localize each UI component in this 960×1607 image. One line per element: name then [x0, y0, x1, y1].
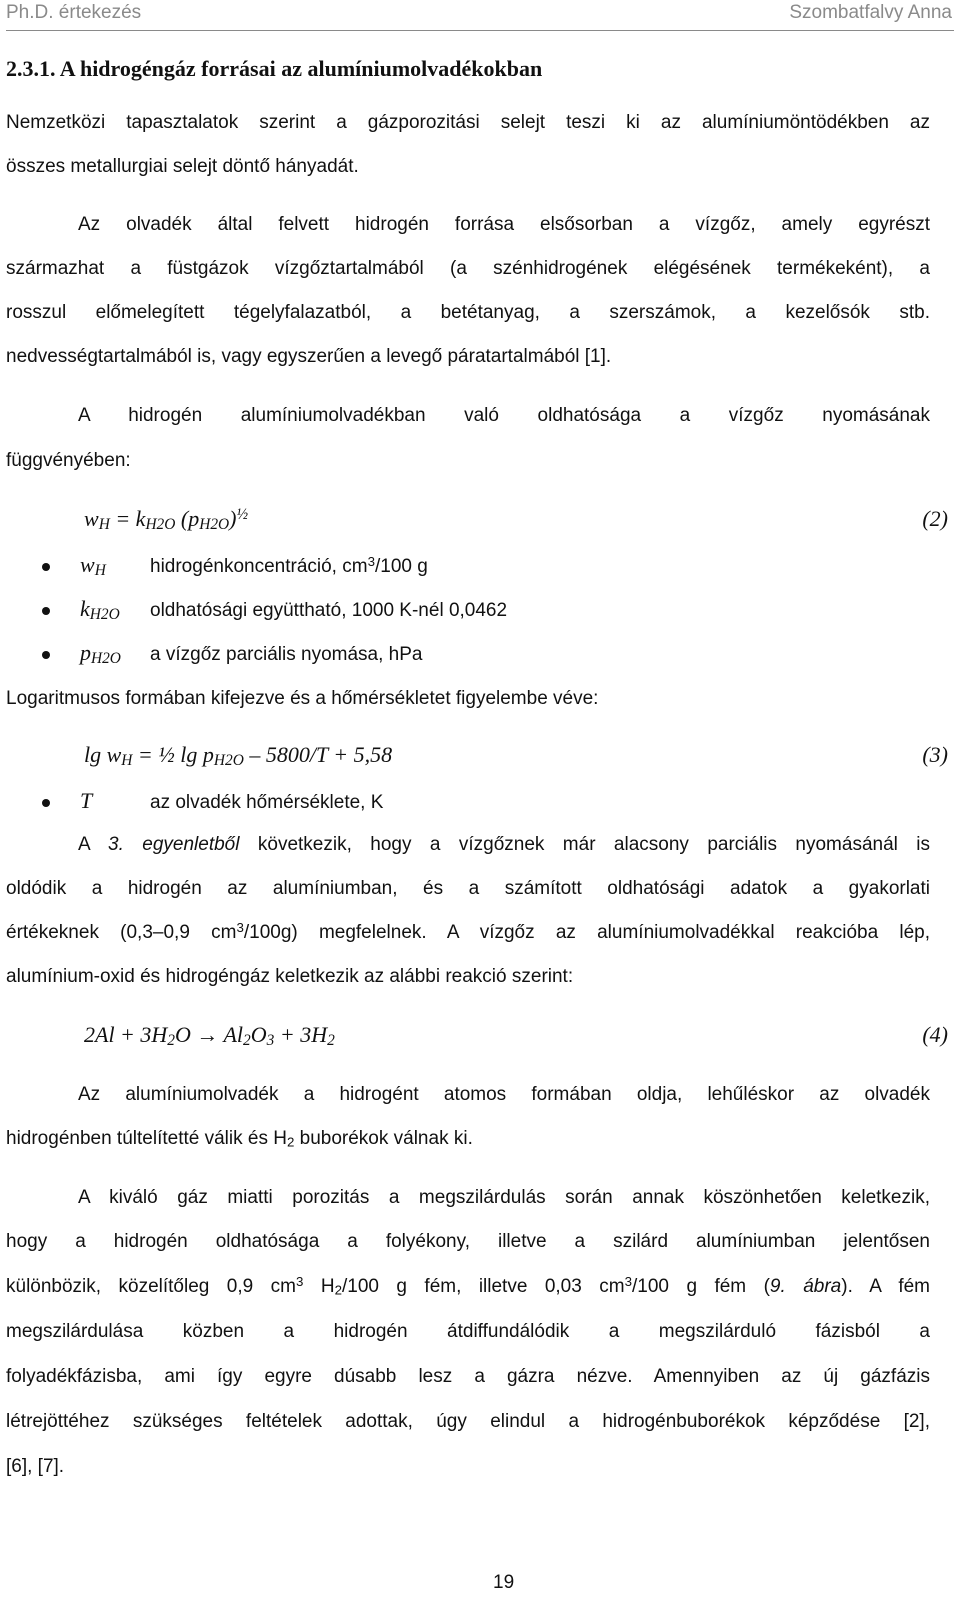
- section-title: 2.3.1. A hidrogéngáz forrásai az alumíniumolvadékokban: [6, 56, 543, 81]
- def-text: hidrogénkoncentráció, $cm^3/100$ g: [150, 554, 428, 577]
- equation-ref: 3. egyenletből: [108, 834, 240, 855]
- p7-line2: hogy a hidrogén oldhatósága a folyékony, illetve a szilárd alumíniumban jelentősen: [6, 1231, 930, 1252]
- equation-2-number: (2): [922, 506, 948, 531]
- p7-line1: A kiváló gáz miatti porozitás a megszilárdulás során annak köszönhetően keletkezik,: [78, 1187, 930, 1208]
- def-text: oldhatósági együttható, 1000 K-nél 0,0462: [150, 600, 508, 621]
- p3-line2: függvényében:: [6, 450, 131, 471]
- header-right: Szombatfalvy Anna: [789, 2, 952, 23]
- header-left: Ph.D. értekezés: [6, 2, 142, 23]
- p5-line2: oldódik a hidrogén az alumíniumban, és a számított oldhatósági adatok a gyakorlati: [6, 878, 930, 899]
- def-text: a vízgőz parciális nyomása, hPa: [150, 644, 423, 665]
- def-symbol: $w_H$: [80, 552, 106, 580]
- p2-line3: rosszul előmelegített tégelyfalazatból, a betétanyag, a szerszámok, a kezelősók stb.: [6, 302, 930, 323]
- p2-line1: Az olvadék által felvett hidrogén forrása elsősorban a vízgőz, amely egyrészt: [78, 214, 930, 235]
- page-number: 19: [493, 1572, 515, 1593]
- def-text: az olvadék hőmérséklete, K: [150, 792, 384, 813]
- def-symbol: $k_{H2O}$: [80, 596, 120, 624]
- p1-line2: összes metallurgiai selejt döntő hányadát.: [6, 156, 359, 177]
- equation-4: $2Al + 3H_2O \to Al_2O_3 + 3H_2$: [84, 1022, 335, 1050]
- equation-2: $w_H = k_{H2O}$ $(p_{H2O})^{\frac{1}{2}}$: [84, 506, 249, 534]
- bullet-icon: [42, 651, 50, 659]
- figure-ref: 9. ábra: [769, 1276, 842, 1297]
- p6-line2: hidrogénben túltelítetté válik és $H_2$ buborékok válnak ki.: [6, 1128, 473, 1150]
- p7-line3: különbözik, közelítőleg 0,9 $cm^3$ $H_2/100$ g fém, illetve 0,03 $cm^3/100$ g fém (9. ábra). A fém: [6, 1274, 931, 1298]
- bullet-icon: [42, 563, 50, 571]
- p3-line1: A hidrogén alumíniumolvadékban való oldhatósága a vízgőz nyomásának: [78, 405, 930, 426]
- p5-line3: értékeknek (0,3–0,9 $cm^3/100g$) megfelelnek. A vízgőz az alumíniumolvadékkal reakcióba lép,: [6, 920, 931, 943]
- p2-line2: származhat a füstgázok vízgőztartalmából (a szénhidrogének elégésének termékeként), a: [6, 258, 930, 279]
- p2-line4: nedvességtartalmából is, vagy egyszerűen a levegő páratartalmából [1].: [6, 346, 612, 367]
- p7-line6: létrejöttéhez szükséges feltételek adottak, úgy elindul a hidrogénbuborékok képződése [2],: [6, 1411, 930, 1432]
- header-rule: [6, 30, 954, 31]
- p7-line5: folyadékfázisba, ami így egyre dúsabb lesz a gázra nézve. Amennyiben az új gázfázis: [6, 1366, 930, 1387]
- p5-line1: A 3. egyenletből következik, hogy a vízgőznek már alacsony parciális nyomásánál is: [78, 834, 930, 855]
- p4: Logaritmusos formában kifejezve és a hőmérsékletet figyelembe véve:: [6, 688, 599, 709]
- def-symbol: $p_{H2O}$: [80, 640, 121, 668]
- p5-line4: alumínium-oxid és hidrogéngáz keletkezik az alábbi reakció szerint:: [6, 966, 574, 987]
- p7-line4: megszilárdulása közben a hidrogén átdiffundálódik a megszilárduló fázisból a: [6, 1321, 930, 1342]
- p1-line1: Nemzetközi tapasztalatok szerint a gázporozitási selejt teszi ki az alumíniumöntödékben az: [6, 112, 930, 133]
- bullet-icon: [42, 607, 50, 615]
- def-symbol: T: [80, 788, 93, 813]
- p7-line7: [6], [7].: [6, 1456, 65, 1477]
- equation-3: $\lg w_H$ = ½ $\lg p_{H2O} - 5800/T + 5,58$: [84, 742, 393, 770]
- p6-line1: Az alumíniumolvadék a hidrogént atomos formában oldja, lehűléskor az olvadék: [78, 1084, 930, 1105]
- equation-3-number: (3): [922, 742, 948, 767]
- equation-4-number: (4): [922, 1022, 948, 1047]
- bullet-icon: [42, 799, 50, 807]
